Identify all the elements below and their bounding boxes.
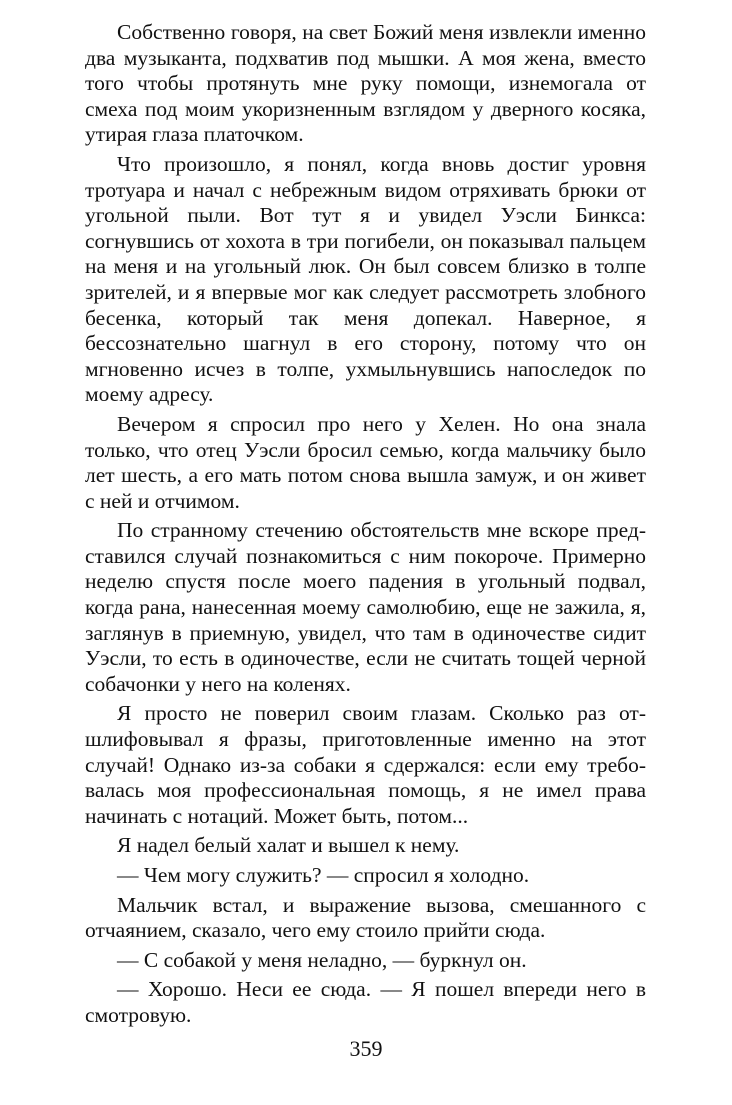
paragraph-10: — Хорошо. Неси ее сюда. — Я пошел впереди него в смотровую.	[85, 977, 646, 1027]
paragraph-9: — С собакой у меня неладно, — буркнул он.	[117, 947, 527, 972]
paragraph-3: Вечером я спросил про него у Хелен. Но она знала только, что отец Уэсли бросил семью, когда мальчику было лет шесть, а его мать потом снова вышла замуж, и он живет с ней и отчимом.	[85, 411, 646, 513]
page-number: 359	[349, 1036, 383, 1061]
paragraph-1: Собственно говоря, на свет Божий меня извлекли именно два музыканта, подхватив под мышки. А моя жена, вместо того чтобы протянуть мне руку помощи, изнемогала от смеха под моим укоризненным взглядом у дверного косяка, утирая глаза платочком.	[85, 20, 646, 147]
paragraph-6: Я надел белый халат и вышел к нему.	[117, 833, 460, 858]
body-text	[85, 20, 646, 1029]
paragraph-7: — Чем могу служить? — спросил я холодно.	[117, 863, 530, 887]
paragraph-8: Мальчик встал, и выражение вызова, смешанного с отчаянием, сказало, чего ему стоило прийти сюда.	[85, 892, 646, 943]
paragraph-4: По странному стечению обстоятельств мне вскоре представился случай познакомиться с ним покороче. Примерно неделю спустя после моего падения в угольный подвал, когда рана, нанесенная моему самолюбию, еще не зажила, я, заглянув в приемную, увидел, что там в одиночестве сидит Уэсли, то есть в одиночестве, если не считать тощей черной собачонки у него на коленях.	[85, 518, 646, 696]
paragraph-2: Что произошло, я понял, когда вновь достиг уровня тротуара и начал с небрежным видом отряхивать брюки от угольной пыли. Вот тут я и увидел Уэсли Бинкса: согнувшись от хохота в три погибели, он показывал пальцем на меня и на угольный люк. Он был совсем близко в толпе зрителей, и я впервые мог как следует рассмотреть злобного бесенка, который так меня допекал. Наверное, я бессознательно шагнул в его сторону, потому что он мгновенно исчез в толпе, ухмыльнувшись напоследок по моему адресу.	[85, 151, 646, 407]
paragraph-5: Я просто не поверил своим глазам. Сколько раз отшлифовывал я фразы, приготовленные именно на этот случай! Однако из-за собаки я сдержался: если ему требовалась моя профессиональная помощь, я не имел права начинать с нотаций. Может быть, потом...	[85, 701, 646, 828]
